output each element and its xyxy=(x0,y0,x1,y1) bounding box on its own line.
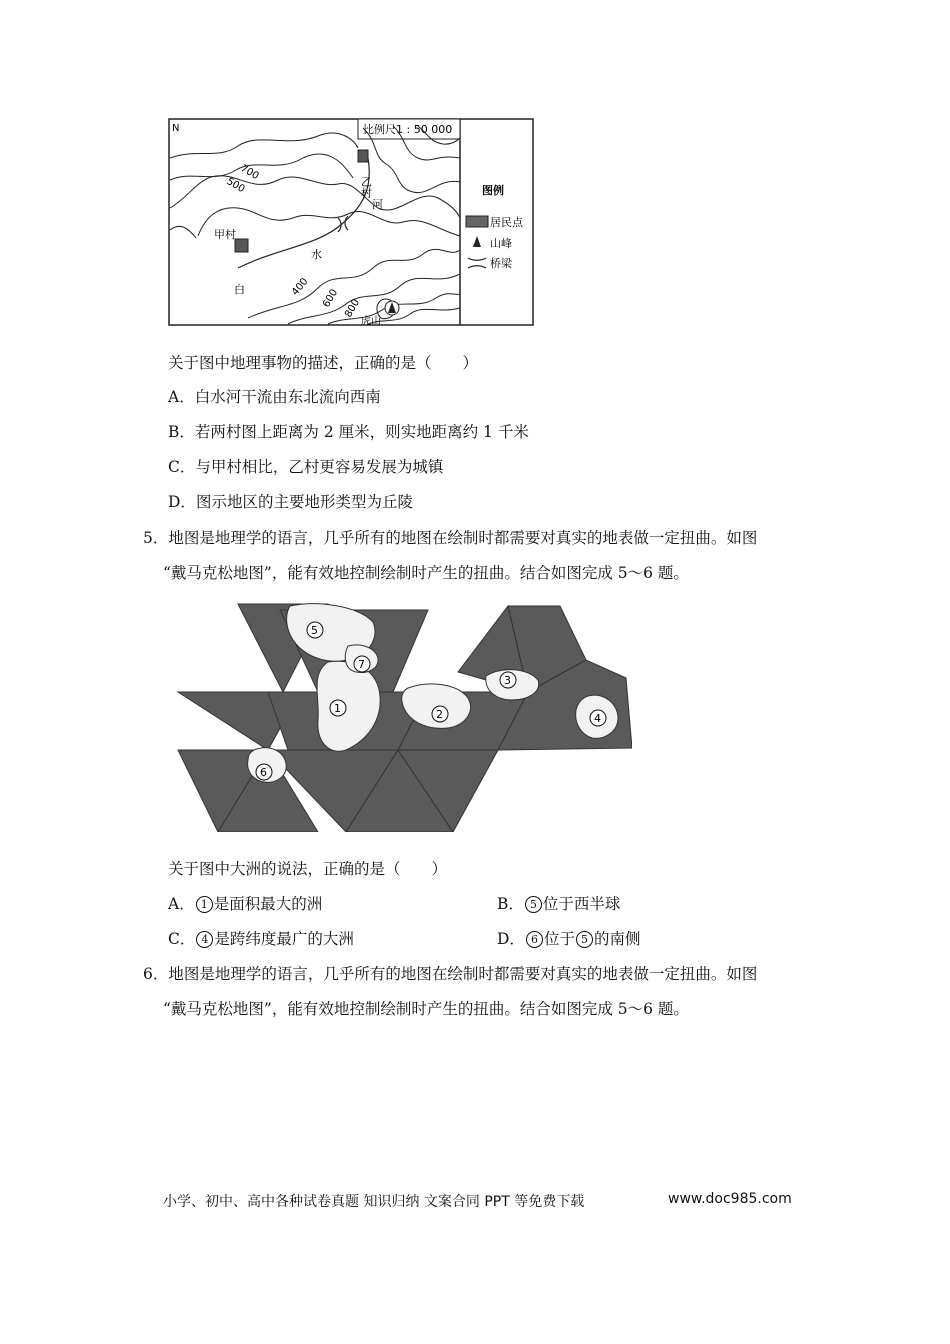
q5-line-2: “戴马克松地图”，能有效地控制绘制时产生的扭曲。结合如图完成 5～6 题。 xyxy=(163,564,689,582)
q4-option-a-text: 白水河干流由东北流向西南 xyxy=(194,388,381,406)
marker-7: 7 xyxy=(358,658,365,671)
q5-option-a-letter: A． xyxy=(168,895,195,913)
marker-5: 5 xyxy=(311,624,318,637)
q5-option-c-num: 4 xyxy=(196,931,213,948)
contour-label-700: 700 xyxy=(238,163,261,183)
q4-option-a-letter: A． xyxy=(168,388,195,406)
river-char-3: 河 xyxy=(372,198,383,211)
q5-option-a-num: 1 xyxy=(196,896,213,913)
q4-option-c-letter: C． xyxy=(168,458,196,476)
marker-3: 3 xyxy=(504,674,511,687)
q5-option-d-num2: 5 xyxy=(576,931,593,948)
legend-settlement-icon xyxy=(466,216,488,227)
q5-option-c-text: 是跨纬度最广的大洲 xyxy=(214,930,354,948)
q5-option-b-text: 位于西半球 xyxy=(542,895,621,913)
q5-line-1 xyxy=(143,527,757,549)
q5-text-1: 地图是地理学的语言，几乎所有的地图在绘制时都需要对真实的地表做一定扭曲。如图 xyxy=(168,529,758,547)
q5-stem: 关于图中大洲的说法，正确的是（ ） xyxy=(168,860,448,878)
legend-title: 图例 xyxy=(482,184,504,197)
q5-option-d xyxy=(497,928,640,950)
village-a-label: 甲村 xyxy=(214,228,236,241)
q5-number: 5． xyxy=(143,529,169,547)
q4-option-d-text: 图示地区的主要地形类型为丘陵 xyxy=(195,493,413,511)
marker-4: 4 xyxy=(594,712,601,725)
footer-site-link[interactable]: www.doc985.com xyxy=(668,1191,792,1207)
marker-2: 2 xyxy=(436,708,443,721)
dymaxion-triangles xyxy=(178,604,632,832)
q6-text-1: 地图是地理学的语言，几乎所有的地图在绘制时都需要对真实的地表做一定扭曲。如图 xyxy=(168,965,758,983)
q4-stem: 关于图中地理事物的描述，正确的是（ ） xyxy=(168,354,479,372)
q4-option-a xyxy=(168,386,381,408)
map-scale: 比例尺1 : 50 000 xyxy=(363,123,453,136)
river-char-2: 水 xyxy=(311,248,322,261)
q5-option-d-num: 6 xyxy=(526,931,543,948)
q5-option-c xyxy=(168,928,354,950)
q4-option-c xyxy=(168,456,443,478)
q5-option-d-text-b: 的南侧 xyxy=(593,930,641,948)
village-b-symbol xyxy=(358,150,368,162)
q4-option-b-text: 若两村图上距离为 2 厘米，则实地距离约 1 千米 xyxy=(194,423,529,441)
marker-6: 6 xyxy=(260,766,267,779)
peak-label: 虎山 xyxy=(361,316,381,326)
q5-option-a xyxy=(168,893,322,915)
contour-map-figure xyxy=(168,118,534,326)
dymaxion-map-figure xyxy=(168,600,632,832)
q4-option-b xyxy=(168,421,529,443)
village-a-symbol xyxy=(235,239,248,252)
q4-option-d xyxy=(168,491,413,513)
contour-label-800: 800 xyxy=(343,297,363,320)
q6-line-1 xyxy=(143,963,757,985)
footer-text: 小学、初中、高中各种试卷真题 知识归纳 文案合同 PPT 等免费下载 xyxy=(163,1194,585,1210)
marker-1: 1 xyxy=(334,702,341,715)
river-char-1: 白 xyxy=(234,283,245,296)
q5-option-d-letter: D． xyxy=(497,930,525,948)
q4-option-c-text: 与甲村相比，乙村更容易发展为城镇 xyxy=(195,458,444,476)
village-b-label: 乙村 xyxy=(359,176,373,198)
q5-option-b xyxy=(497,893,620,915)
contour-label-500: 500 xyxy=(224,176,247,196)
contour-label-600: 600 xyxy=(321,287,341,310)
contour-label-400: 400 xyxy=(289,276,311,298)
q6-number: 6． xyxy=(143,965,169,983)
q5-option-d-text-a: 位于 xyxy=(543,930,575,948)
legend-settlement-label: 居民点 xyxy=(490,216,523,229)
q6-line-2: “戴马克松地图”，能有效地控制绘制时产生的扭曲。结合如图完成 5～6 题。 xyxy=(163,1000,689,1018)
q5-option-a-text: 是面积最大的洲 xyxy=(213,895,323,913)
q5-option-c-letter: C． xyxy=(168,930,196,948)
q4-option-b-letter: B． xyxy=(168,423,195,441)
q5-option-b-letter: B． xyxy=(497,895,524,913)
north-label: N xyxy=(172,123,180,134)
legend-bridge-label: 桥梁 xyxy=(490,257,512,270)
q4-option-d-letter: D． xyxy=(168,493,196,511)
q5-option-b-num: 5 xyxy=(525,896,542,913)
legend-peak-label: 山峰 xyxy=(490,237,512,250)
